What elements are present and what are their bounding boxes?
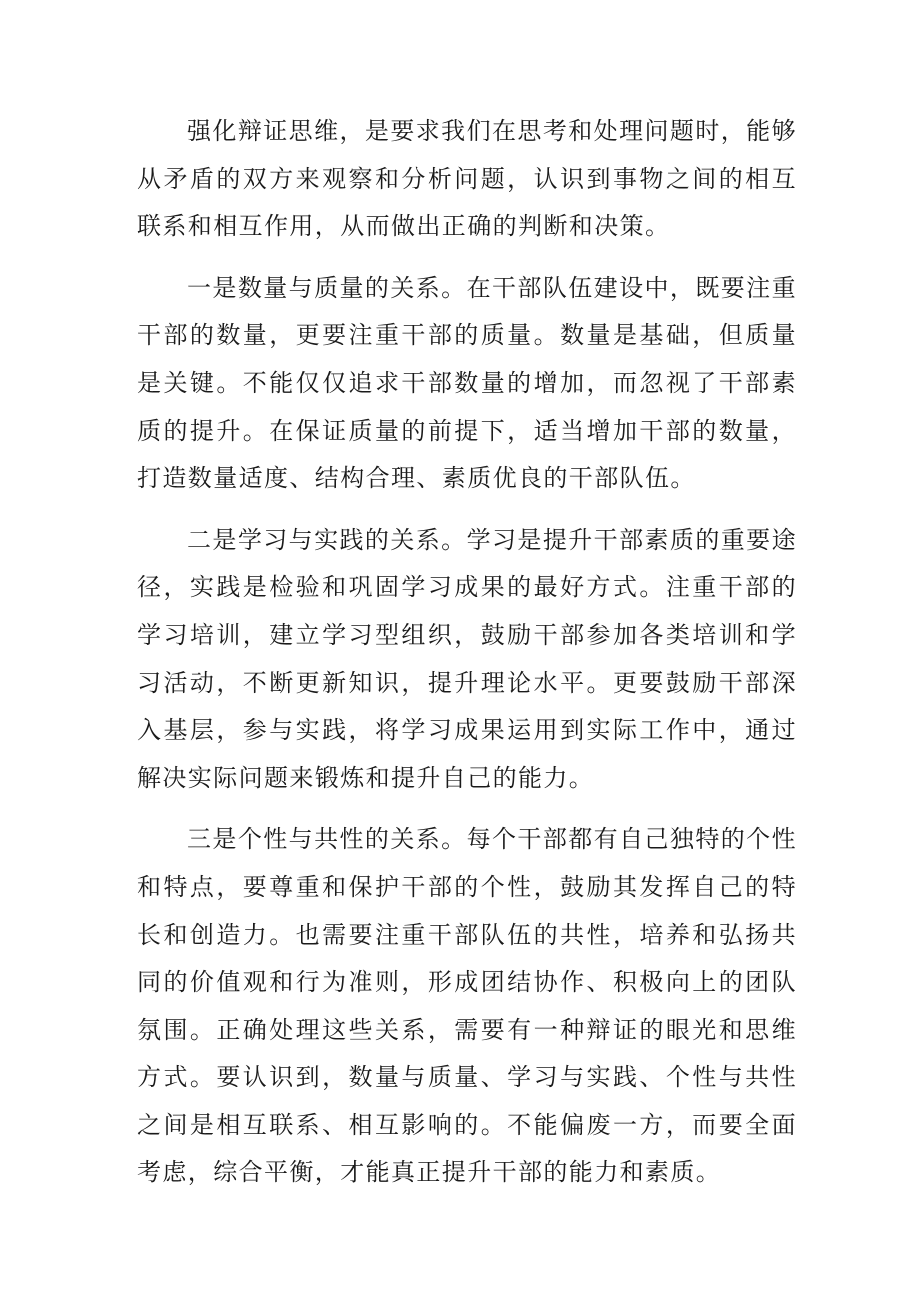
paragraph-individuality-commonality: 三是个性与共性的关系。每个干部都有自己独特的个性和特点，要尊重和保护干部的个性，鼓励其发挥自己的特长和创造力。也需要注重干部队伍的共性，培养和弘扬共同的价值观和行为准则，形成团结协作、积极向上的团队氛围。正确处理这些关系，需要有一种辩证的眼光和思维方式。要认识到，数量与质量、学习与实践、个性与共性之间是相互联系、相互影响的。不能偏废一方，而要全面考虑，综合平衡，才能真正提升干部的能力和素质。	[137, 825, 797, 1187]
paragraph-study-practice: 二是学习与实践的关系。学习是提升干部素质的重要途径，实践是检验和巩固学习成果的最好方式。注重干部的学习培训，建立学习型组织，鼓励干部参加各类培训和学习活动，不断更新知识，提升理论水平。更要鼓励干部深入基层，参与实践，将学习成果运用到实际工作中，通过解决实际问题来锻炼和提升自己的能力。	[137, 525, 797, 792]
document-body	[137, 108, 797, 1197]
paragraph-intro: 强化辩证思维，是要求我们在思考和处理问题时，能够从矛盾的双方来观察和分析问题，认识到事物之间的相互联系和相互作用，从而做出正确的判断和决策。	[137, 117, 797, 241]
paragraph-quantity-quality: 一是数量与质量的关系。在干部队伍建设中，既要注重干部的数量，更要注重干部的质量。数量是基础，但质量是关键。不能仅仅追求干部数量的增加，而忽视了干部素质的提升。在保证质量的前提下，适当增加干部的数量，打造数量适度、结构合理、素质优良的干部队伍。	[137, 273, 797, 493]
